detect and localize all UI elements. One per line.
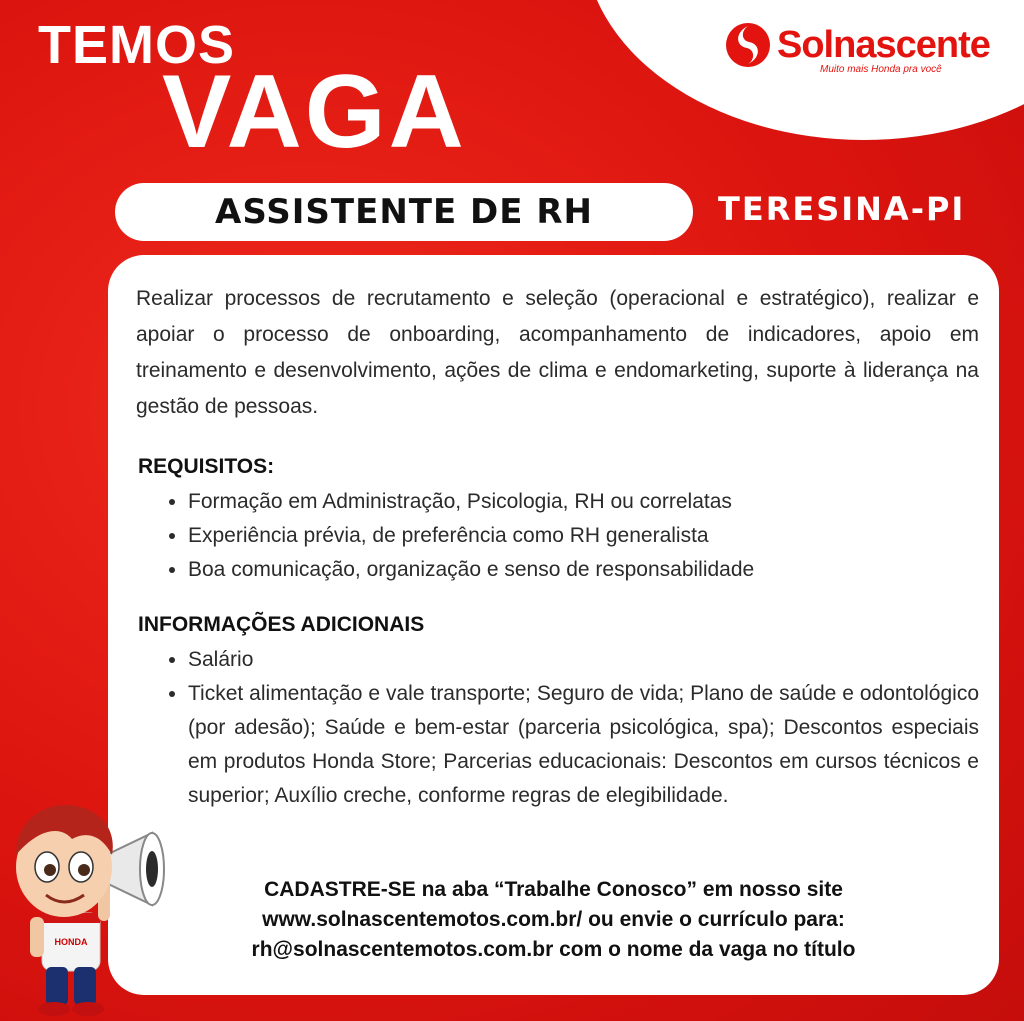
job-location: TERESINA-PI (718, 190, 966, 228)
mascot-with-megaphone-icon (2, 795, 172, 1021)
role-title: ASSISTENTE DE RH (215, 192, 593, 232)
cta-website[interactable]: www.solnascentemotos.com.br/ ou envie o currículo para: (262, 908, 845, 931)
sun-swirl-icon (725, 22, 771, 68)
cta-line-1: CADASTRE-SE na aba “Trabalhe Conosco” em nosso site (264, 878, 843, 901)
brand-tagline: Muito mais Honda pra você (820, 64, 942, 75)
requirements-list (136, 485, 979, 587)
list-item: • Salário (188, 643, 979, 677)
job-description: Realizar processos de recrutamento e seleção (operacional e estratégico), realizar e apoiar o processo de onboarding, acompanhamento de indicadores, apoio em treinamento e desenvolvimento, ações de clima e endomarketing, suporte à liderança na gestão de pessoas. (136, 287, 979, 418)
cta-email[interactable]: rh@solnascentemotos.com.br com o nome da vaga no título (251, 938, 856, 961)
brand-name: Solnascente (777, 23, 990, 66)
list-item: • Formação em Administração, Psicologia, RH ou correlatas (188, 485, 979, 519)
requirements-title: REQUISITOS: (138, 455, 275, 478)
mascot-shirt-text: HONDA (54, 937, 88, 947)
details-card (108, 255, 999, 995)
logo-background (584, 0, 1024, 140)
list-item: • Experiência prévia, de preferência como RH generalista (188, 519, 979, 553)
headline-temos: TEMOS (38, 15, 236, 75)
headline-vaga: VAGA (162, 54, 467, 170)
list-item: • Boa comunicação, organização e senso de responsabilidade (188, 553, 979, 587)
brand-logo (725, 22, 990, 68)
additional-info-list (136, 643, 979, 813)
list-item: • Ticket alimentação e vale transporte; Seguro de vida; Plano de saúde e odontológico (por adesão); Saúde e bem-estar (parceria psicológica, spa); Descontos especiais em produtos Honda Store; Parcerias educacionais: Descontos em cursos técnicos e superior; Auxílio creche, conforme regras de elegibilidade. (188, 677, 979, 813)
additional-info-title: INFORMAÇÕES ADICIONAIS (138, 613, 425, 636)
role-pill (115, 183, 693, 241)
call-to-action (108, 875, 999, 965)
